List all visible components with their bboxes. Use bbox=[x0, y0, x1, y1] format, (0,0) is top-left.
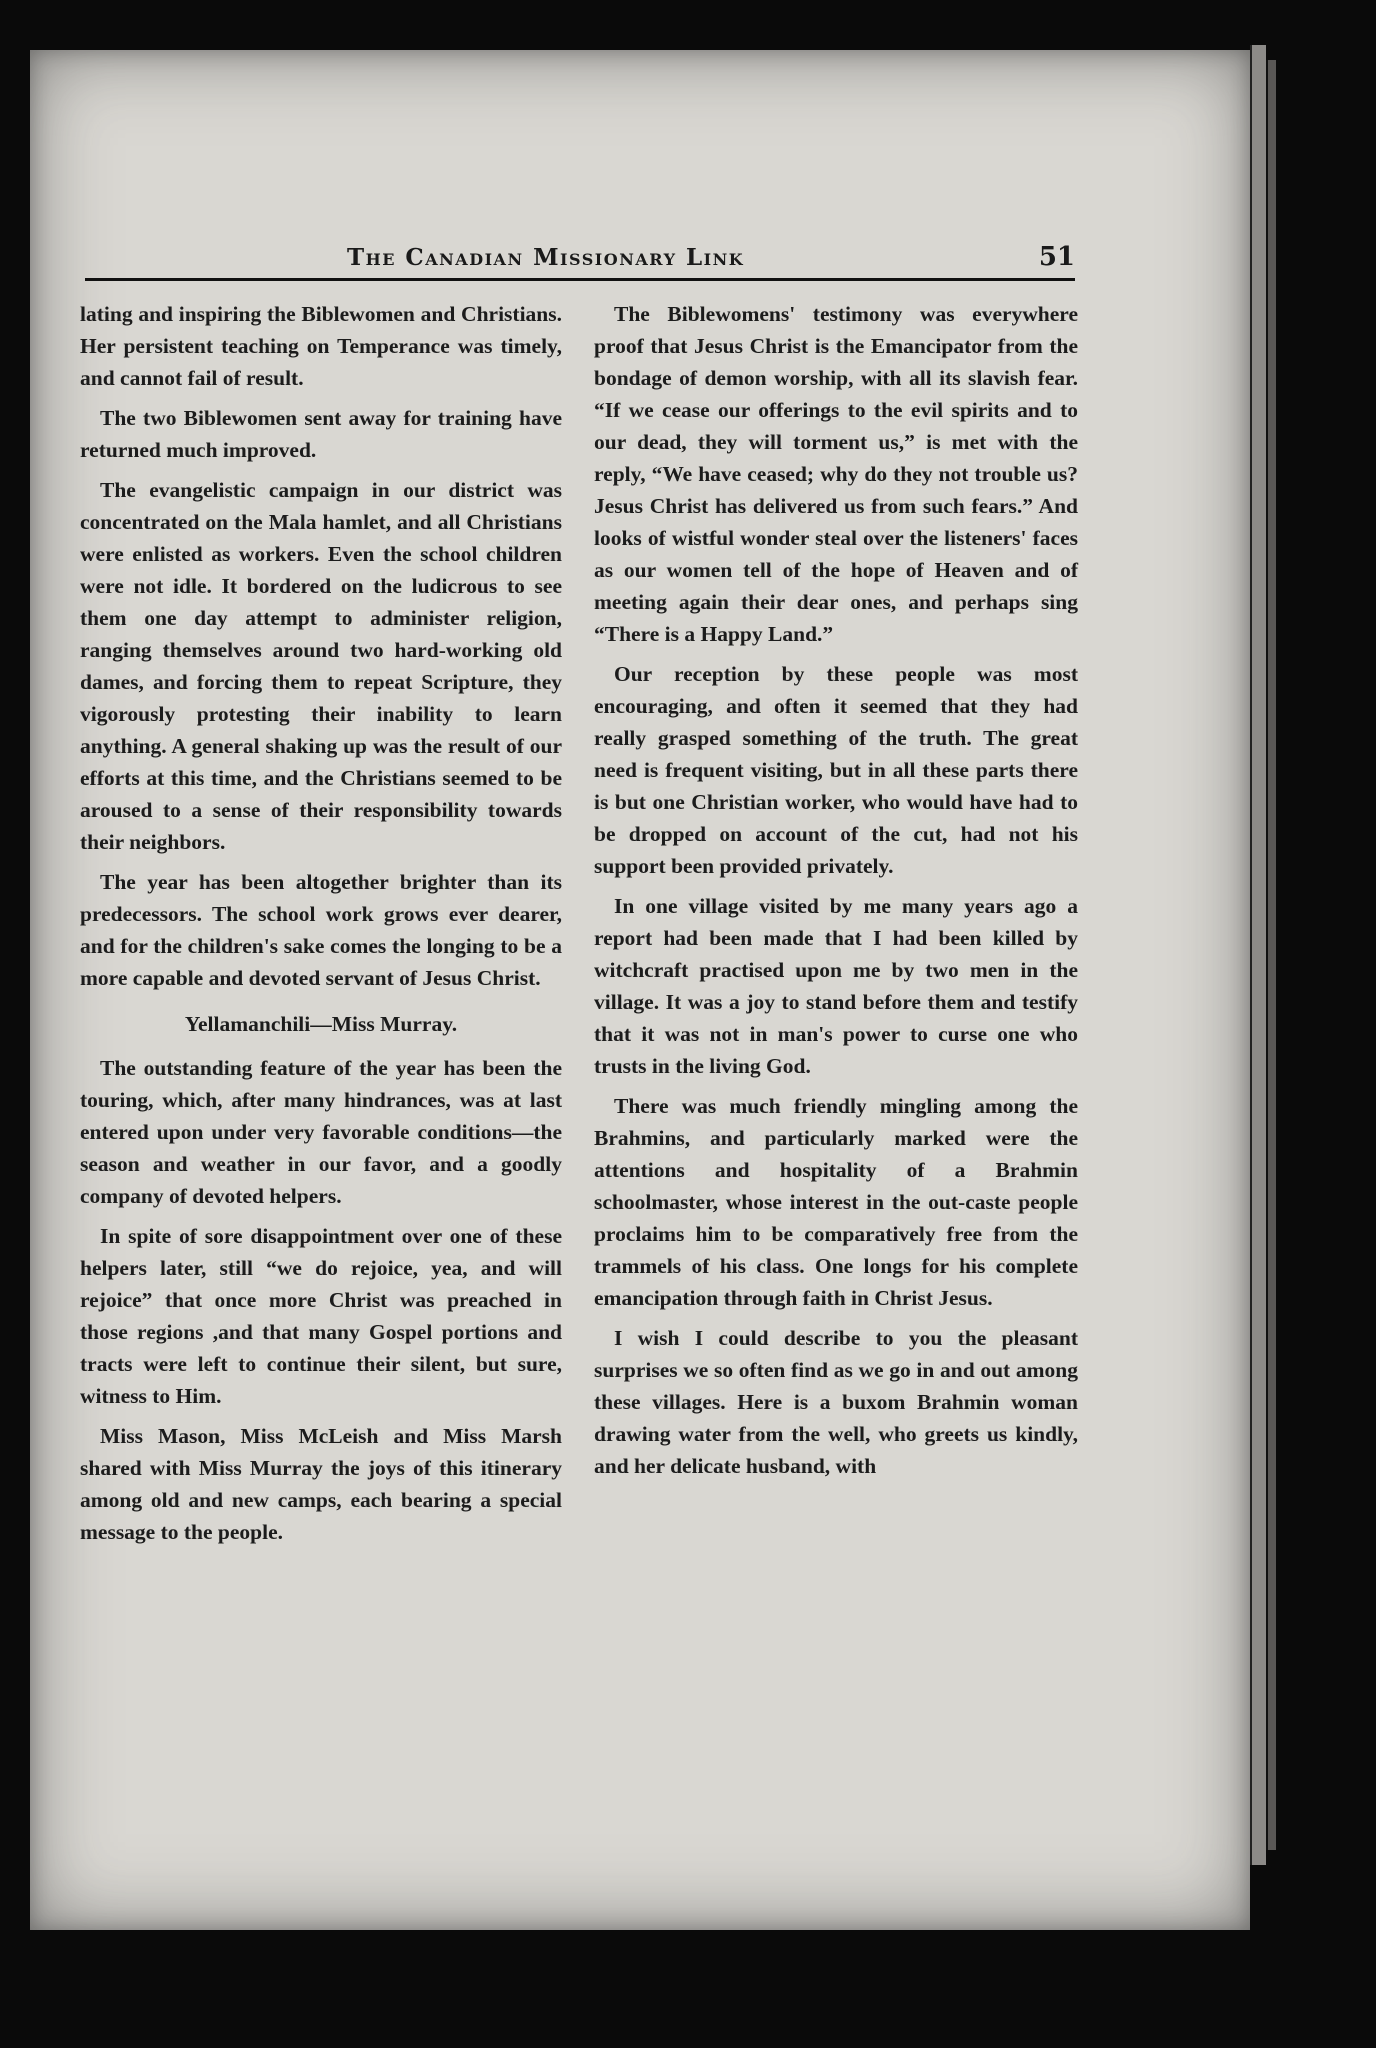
paragraph: The year has been altogether brighter than its predecessors. The school work grows ever dearer, and for the children's sake comes the longing to be a more capable and devoted servant of Jesus Christ. bbox=[80, 870, 562, 990]
paragraph: In one village visited by me many years ago a report had been made that I had been killed by witchcraft practised upon me by two men in the village. It was a joy to stand before them and testify that it was not in man's power to curse one who trusts in the living God. bbox=[594, 894, 1078, 1078]
paragraph: Miss Mason, Miss McLeish and Miss Marsh shared with Miss Murray the joys of this itinerary among old and new camps, each bearing a special message to the people. bbox=[80, 1424, 562, 1544]
page-edge-shadow bbox=[1266, 60, 1276, 1850]
paragraph: The Biblewomens' testimony was everywhere proof that Jesus Christ is the Emancipator from the bondage of demon worship, with all its slavish fear. “If we cease our offerings to the evil spirits and to our dead, they will torment us,” is met with the reply, “We have ceased; why do they not trouble us? Jesus Christ has delivered us from such fears.” And looks of wistful wonder steal over the listeners' faces as our women tell of the hope of Heaven and of meeting again their dear ones, and perhaps sing “There is a Happy Land.” bbox=[594, 302, 1078, 646]
paragraph: In spite of sore disappointment over one of these helpers later, still “we do rejoice, yea, and will rejoice” that once more Christ was preached in those regions ,and that many Gospel portions and tracts were left to continue their silent, but sure, witness to Him. bbox=[80, 1224, 562, 1408]
paragraph: The outstanding feature of the year has been the touring, which, after many hindrances, was at last entered upon under very favorable conditions—the season and weather in our favor, and a goodly company of devoted helpers. bbox=[80, 1056, 562, 1208]
paragraph: There was much friendly mingling among the Brahmins, and particularly marked were the attentions and hospitality of a Brahmin schoolmaster, whose interest in the out-caste people proclaims him to be comparatively free from the trammels of his class. One longs for his complete emancipation through faith in Christ Jesus. bbox=[594, 1094, 1078, 1310]
left-column bbox=[80, 298, 562, 1556]
page-number: 51 bbox=[1038, 242, 1075, 272]
running-title: The Canadian Missionary Link bbox=[347, 244, 745, 271]
section-heading: Yellamanchili—Miss Murray. bbox=[184, 1012, 458, 1036]
paragraph: Our reception by these people was most encouraging, and often it seemed that they had really grasped something of the truth. The great need is frequent visiting, but in all these parts there is but one Christian worker, who would have had to be dropped on account of the cut, had not his support been provided privately. bbox=[594, 662, 1078, 878]
paragraph: lating and inspiring the Biblewomen and Christians. Her persistent teaching on Temperance was timely, and cannot fail of result. bbox=[80, 302, 562, 390]
paragraph: I wish I could describe to you the pleasant surprises we so often find as we go in and out among these villages. Here is a buxom Brahmin woman drawing water from the well, who greets us kindly, and her delicate husband, with bbox=[594, 1326, 1078, 1478]
paragraph: The two Biblewomen sent away for training have returned much improved. bbox=[80, 406, 562, 462]
page-header bbox=[85, 238, 1075, 281]
right-column bbox=[594, 298, 1078, 1490]
page-edge bbox=[1250, 45, 1266, 1865]
paragraph: The evangelistic campaign in our district was concentrated on the Mala hamlet, and all Christians were enlisted as workers. Even the school children were not idle. It bordered on the ludicrous to see them one day attempt to administer religion, ranging themselves around two hard-working old dames, and forcing them to repeat Scripture, they vigorously protesting their inability to learn anything. A general shaking up was the result of our efforts at this time, and the Christians seemed to be aroused to a sense of their responsibility towards their neighbors. bbox=[80, 478, 562, 854]
